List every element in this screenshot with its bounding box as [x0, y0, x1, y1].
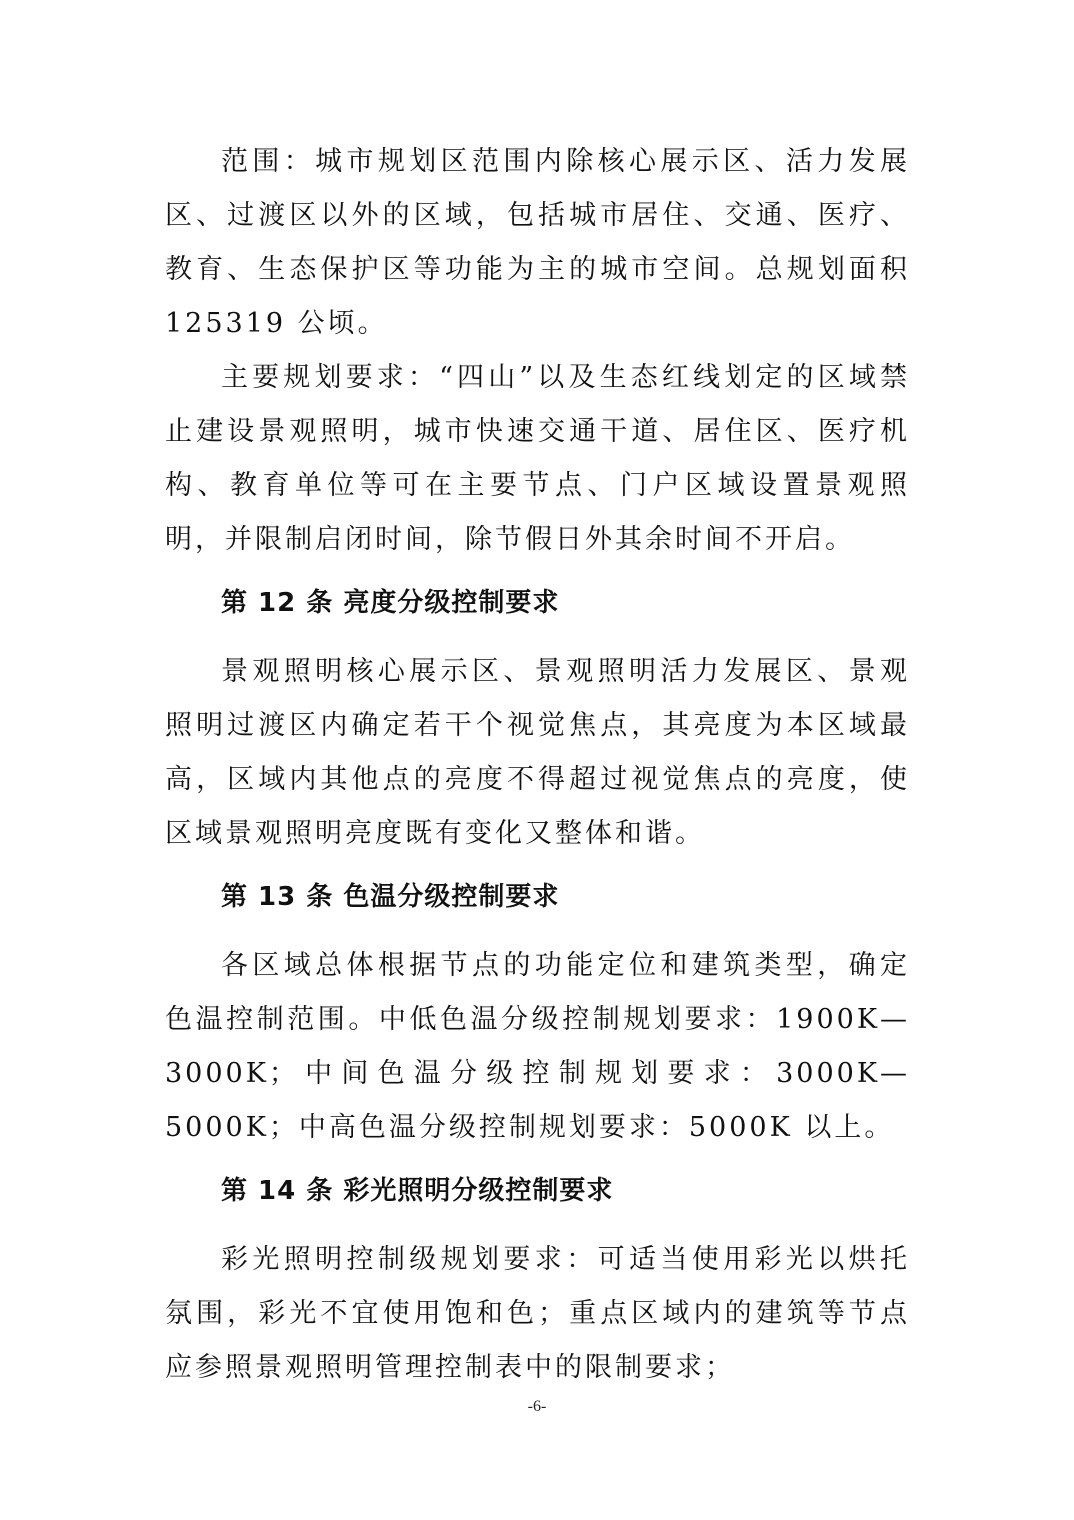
paragraph-article-14: 彩光照明控制级规划要求：可适当使用彩光以烘托氛围，彩光不宜使用饱和色；重点区域内的建筑等节点应参照景观照明管理控制表中的限制要求； — [165, 1244, 910, 1383]
heading-article-12: 第 12 条 亮度分级控制要求 — [221, 588, 560, 618]
paragraph-scope: 范围：城市规划区范围内除核心展示区、活力发展区、过渡区以外的区域，包括城市居住、交通、医疗、教育、生态保护区等功能为主的城市空间。总规划面积 125319 公顷。 — [165, 146, 910, 339]
document-page — [165, 135, 910, 1395]
paragraph-article-12: 景观照明核心展示区、景观照明活力发展区、景观照明过渡区内确定若干个视觉焦点，其亮度为本区域最高，区域内其他点的亮度不得超过视觉焦点的亮度，使区域景观照明亮度既有变化又整体和谐。 — [165, 656, 910, 849]
heading-article-14: 第 14 条 彩光照明分级控制要求 — [221, 1176, 614, 1206]
page-number: -6- — [527, 1398, 547, 1415]
paragraph-article-13: 各区域总体根据节点的功能定位和建筑类型，确定色温控制范围。中低色温分级控制规划要求：1900K—3000K；中间色温分级控制规划要求：3000K—5000K；中高色温分级控制规划要求：5000K 以上。 — [165, 950, 910, 1143]
heading-article-13: 第 13 条 色温分级控制要求 — [221, 882, 560, 912]
paragraph-main-requirements: 主要规划要求：“四山”以及生态红线划定的区域禁止建设景观照明，城市快速交通干道、居住区、医疗机构、教育单位等可在主要节点、门户区域设置景观照明，并限制启闭时间，除节假日外其余时间不开启。 — [165, 362, 910, 555]
